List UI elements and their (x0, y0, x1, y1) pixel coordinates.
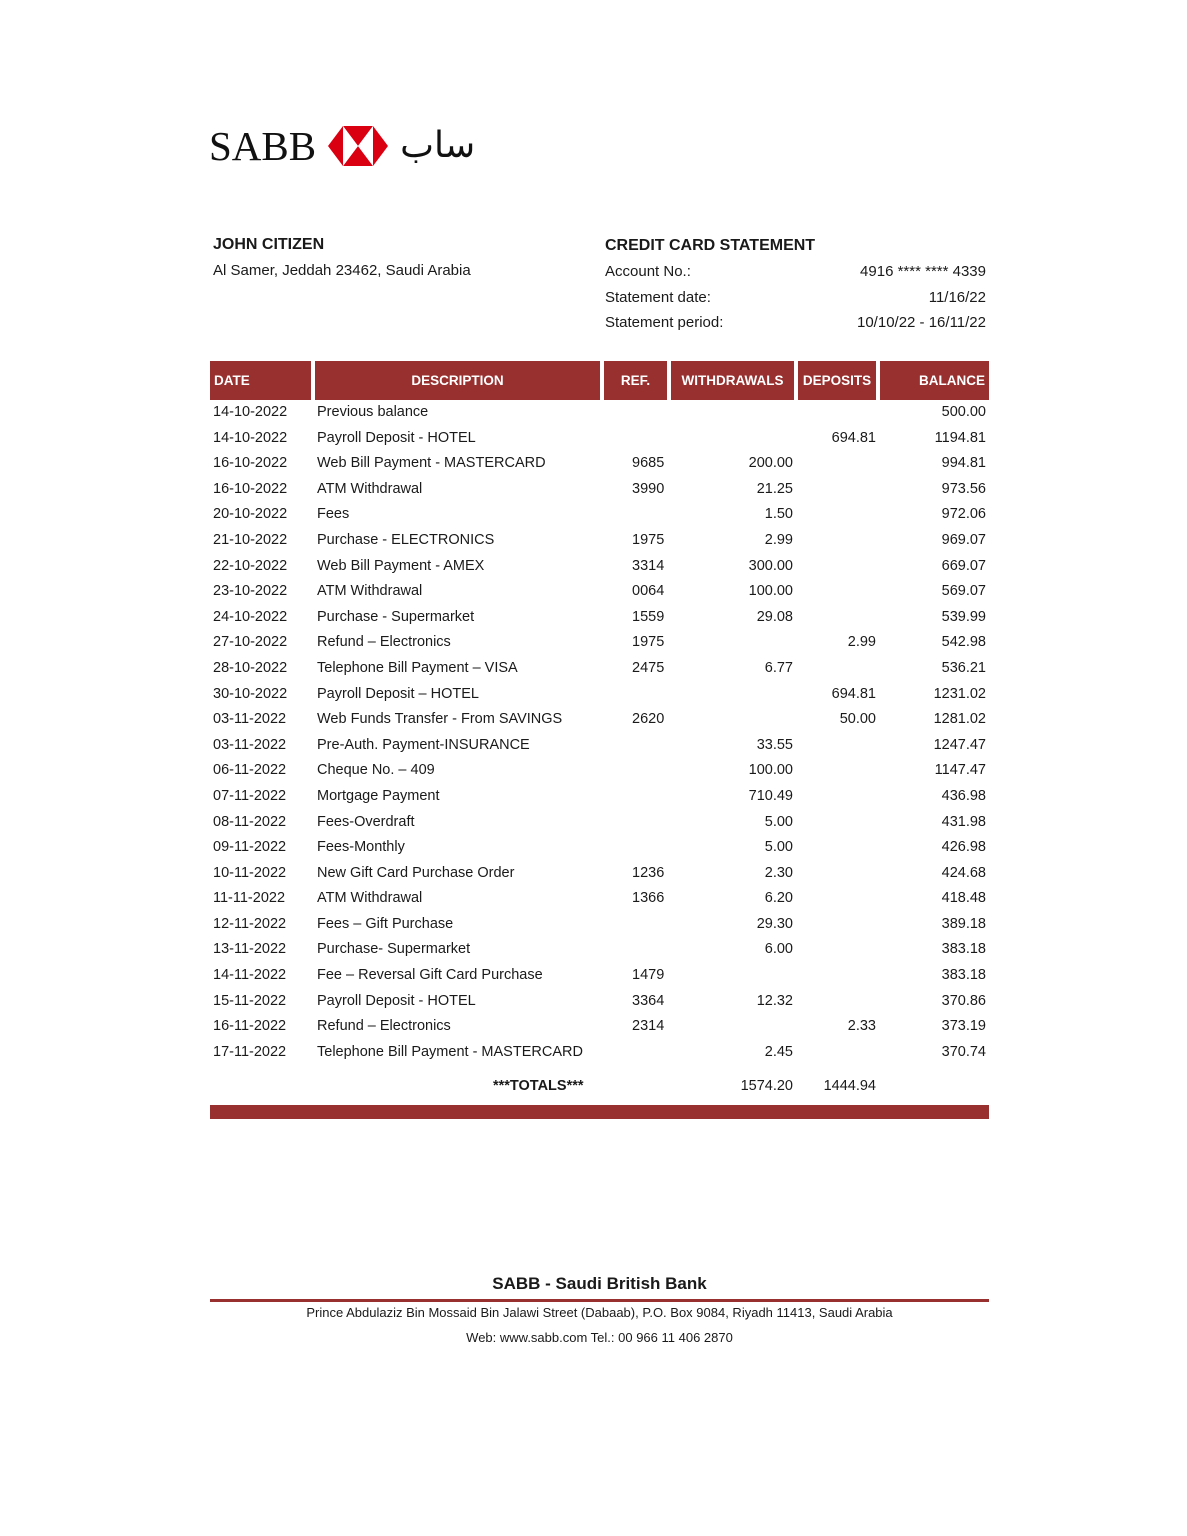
statement-info (605, 236, 986, 339)
table-row (210, 682, 989, 708)
table-row (210, 886, 989, 912)
totals-row (210, 1074, 989, 1098)
cell-description: Fees-Monthly (317, 839, 405, 856)
header-withdrawals: WITHDRAWALS (671, 361, 794, 400)
statement-date-value: 11/16/22 (928, 288, 986, 306)
cell-date: 03-11-2022 (213, 711, 287, 728)
cell-description: New Gift Card Purchase Order (317, 864, 515, 881)
cell-deposit: 2.33 (847, 1018, 876, 1035)
cell-deposit: 50.00 (839, 711, 876, 728)
cell-balance: 969.07 (941, 531, 986, 548)
cell-description: Telephone Bill Payment – VISA (317, 659, 518, 676)
footer-contact: Web: www.sabb.com Tel.: 00 966 11 406 2870 (466, 1330, 733, 1345)
cell-date: 06-11-2022 (213, 762, 287, 779)
cell-withdrawal: 6.77 (764, 659, 793, 676)
cell-ref: 1479 (632, 967, 665, 984)
cell-date: 09-11-2022 (213, 839, 287, 856)
cell-balance: 542.98 (941, 634, 986, 651)
table-row (210, 400, 989, 426)
cell-ref: 1975 (632, 634, 665, 651)
cell-ref: 1559 (632, 608, 665, 625)
cell-withdrawal: 1.50 (764, 506, 793, 523)
cell-balance: 1231.02 (933, 685, 986, 702)
cell-deposit: 694.81 (831, 685, 876, 702)
statement-period-value: 10/10/22 - 16/11/22 (857, 314, 986, 331)
account-value: 4916 **** **** 4339 (860, 263, 986, 280)
cell-description: Fees – Gift Purchase (317, 915, 454, 932)
cell-date: 03-11-2022 (213, 736, 287, 753)
statement-date-label: Statement date: (605, 288, 711, 306)
table-row (210, 963, 989, 989)
transactions-table-header (210, 361, 989, 400)
cell-description: Payroll Deposit – HOTEL (317, 685, 479, 702)
cell-balance: 373.19 (941, 1018, 986, 1035)
cell-description: Web Bill Payment - MASTERCARD (317, 455, 546, 472)
cell-ref: 1366 (632, 890, 665, 907)
cell-date: 08-11-2022 (213, 813, 287, 830)
table-row (210, 835, 989, 861)
cell-description: Refund – Electronics (317, 1018, 451, 1035)
cell-balance: 436.98 (941, 787, 986, 804)
cell-balance: 426.98 (941, 839, 986, 856)
cell-date: 07-11-2022 (213, 787, 287, 804)
cell-date: 27-10-2022 (213, 634, 288, 651)
cell-date: 14-10-2022 (213, 429, 288, 446)
cell-date: 14-10-2022 (213, 404, 288, 420)
cell-date: 22-10-2022 (213, 557, 288, 574)
table-row (210, 605, 989, 631)
cell-date: 23-10-2022 (213, 583, 288, 600)
cell-balance: 424.68 (941, 864, 986, 881)
cell-description: Telephone Bill Payment - MASTERCARD (317, 1043, 583, 1060)
table-row (210, 1040, 989, 1066)
cell-deposit: 2.99 (847, 634, 876, 651)
cell-withdrawal: 33.55 (756, 736, 793, 753)
account-row (605, 262, 986, 288)
cell-date: 21-10-2022 (213, 531, 288, 548)
cell-balance: 1281.02 (933, 711, 986, 728)
cell-withdrawal: 100.00 (748, 583, 793, 600)
cell-balance: 389.18 (941, 915, 986, 932)
cell-ref: 3314 (632, 557, 665, 574)
cell-description: ATM Withdrawal (317, 583, 423, 600)
cell-description: Web Funds Transfer - From SAVINGS (317, 711, 563, 728)
cell-date: 30-10-2022 (213, 685, 288, 702)
totals-label: ***TOTALS*** (493, 1078, 584, 1094)
cell-date: 24-10-2022 (213, 608, 288, 625)
cell-description: Web Bill Payment - AMEX (317, 557, 485, 574)
cell-date: 12-11-2022 (213, 915, 287, 932)
cell-balance: 431.98 (941, 813, 986, 830)
header-description: DESCRIPTION (315, 361, 600, 400)
totals-deposits: 1444.94 (823, 1078, 876, 1094)
cell-balance: 973.56 (941, 480, 986, 497)
cell-description: Mortgage Payment (317, 787, 440, 804)
cell-withdrawal: 2.99 (764, 531, 793, 548)
footer-bank-name: SABB - Saudi British Bank (492, 1274, 707, 1293)
table-row (210, 989, 989, 1015)
cell-withdrawal: 5.00 (764, 839, 793, 856)
hexagon-logo-icon (328, 126, 388, 166)
cell-balance: 370.74 (941, 1043, 986, 1060)
table-row (210, 426, 989, 452)
table-row (210, 758, 989, 784)
cell-ref: 1236 (632, 864, 665, 881)
logo-text: SABB (209, 123, 317, 169)
header-date: DATE (210, 361, 311, 400)
cell-balance: 994.81 (941, 455, 986, 472)
header-balance: BALANCE (880, 361, 989, 400)
table-row (210, 810, 989, 836)
table-row (210, 937, 989, 963)
cell-balance: 569.07 (941, 583, 986, 600)
cell-date: 20-10-2022 (213, 506, 288, 523)
table-row (210, 656, 989, 682)
cell-balance: 539.99 (941, 608, 986, 625)
footer-divider (210, 1299, 989, 1302)
cell-date: 16-11-2022 (213, 1018, 287, 1035)
table-row (210, 451, 989, 477)
cell-description: Fees (317, 506, 350, 523)
cell-description: Payroll Deposit - HOTEL (317, 992, 476, 1009)
cell-ref: 1975 (632, 531, 665, 548)
cell-ref: 2475 (632, 659, 665, 676)
customer-name: JOHN CITIZEN (213, 236, 325, 253)
cell-description: Payroll Deposit - HOTEL (317, 429, 476, 446)
cell-withdrawal: 29.30 (756, 915, 793, 932)
cell-ref: 3990 (632, 480, 665, 497)
cell-description: Purchase - Supermarket (317, 608, 475, 625)
cell-description: Purchase- Supermarket (317, 941, 471, 958)
table-row (210, 733, 989, 759)
cell-description: ATM Withdrawal (317, 480, 423, 497)
cell-withdrawal: 200.00 (748, 455, 793, 472)
table-row (210, 630, 989, 656)
cell-date: 13-11-2022 (213, 941, 287, 958)
cell-description: Fee – Reversal Gift Card Purchase (317, 967, 543, 984)
header-deposits: DEPOSITS (798, 361, 876, 400)
cell-balance: 1247.47 (933, 736, 986, 753)
cell-ref: 3364 (632, 992, 665, 1009)
table-row (210, 912, 989, 938)
statement-date-row (605, 288, 986, 314)
cell-date: 10-11-2022 (213, 864, 287, 881)
table-row (210, 784, 989, 810)
cell-date: 16-10-2022 (213, 455, 288, 472)
cell-withdrawal: 100.00 (748, 762, 793, 779)
cell-withdrawal: 2.45 (764, 1043, 793, 1060)
cell-withdrawal: 2.30 (764, 864, 793, 881)
cell-balance: 536.21 (941, 659, 986, 676)
logo-arabic-text: ساب (400, 125, 476, 166)
table-bottom-bar (210, 1105, 989, 1119)
totals-withdrawals: 1574.20 (740, 1078, 793, 1094)
cell-date: 28-10-2022 (213, 659, 288, 676)
cell-withdrawal: 6.00 (764, 941, 793, 958)
cell-date: 11-11-2022 (213, 890, 286, 907)
cell-ref: 2314 (632, 1018, 665, 1035)
cell-balance: 1147.47 (934, 762, 986, 779)
cell-description: Pre-Auth. Payment-INSURANCE (317, 736, 530, 753)
cell-date: 14-11-2022 (213, 967, 287, 984)
cell-withdrawal: 6.20 (764, 890, 793, 907)
cell-description: ATM Withdrawal (317, 890, 423, 907)
cell-date: 16-10-2022 (213, 480, 288, 497)
cell-balance: 500.00 (941, 404, 986, 420)
cell-ref: 2620 (632, 711, 665, 728)
cell-description: Refund – Electronics (317, 634, 451, 651)
footer-address: Prince Abdulaziz Bin Mossaid Bin Jalawi Street (Dabaab), P.O. Box 9084, Riyadh 11413, Saudi Arabia (306, 1305, 893, 1320)
cell-balance: 972.06 (941, 506, 986, 523)
customer-address: Al Samer, Jeddah 23462, Saudi Arabia (213, 262, 471, 279)
table-row (210, 579, 989, 605)
table-row (210, 554, 989, 580)
account-label: Account No.: (605, 263, 691, 280)
transactions-table-body (210, 400, 989, 1065)
cell-withdrawal: 12.32 (756, 992, 793, 1009)
cell-date: 15-11-2022 (213, 992, 287, 1009)
cell-withdrawal: 710.49 (748, 787, 793, 804)
cell-date: 17-11-2022 (213, 1043, 287, 1060)
cell-withdrawal: 21.25 (756, 480, 793, 497)
cell-description: Previous balance (317, 404, 429, 420)
statement-period-label: Statement period: (605, 314, 724, 331)
table-row (210, 502, 989, 528)
cell-ref: 9685 (632, 455, 665, 472)
cell-withdrawal: 300.00 (748, 557, 793, 574)
statement-title: CREDIT CARD STATEMENT (605, 237, 816, 254)
table-row (210, 477, 989, 503)
table-row (210, 1014, 989, 1040)
cell-description: Purchase - ELECTRONICS (317, 531, 495, 548)
cell-description: Cheque No. – 409 (317, 762, 435, 779)
cell-balance: 383.18 (941, 941, 986, 958)
cell-withdrawal: 5.00 (764, 813, 793, 830)
cell-ref: 0064 (632, 583, 665, 600)
cell-balance: 418.48 (941, 890, 986, 907)
bank-logo (209, 122, 475, 170)
table-row (210, 861, 989, 887)
table-row (210, 707, 989, 733)
cell-balance: 1194.81 (934, 429, 986, 446)
cell-balance: 370.86 (941, 992, 986, 1009)
cell-description: Fees-Overdraft (317, 813, 415, 830)
cell-balance: 383.18 (941, 967, 986, 984)
statement-period-row (605, 313, 986, 339)
cell-withdrawal: 29.08 (756, 608, 793, 625)
header-ref: REF. (604, 361, 667, 400)
table-row (210, 528, 989, 554)
cell-deposit: 694.81 (831, 429, 876, 446)
cell-balance: 669.07 (941, 557, 986, 574)
